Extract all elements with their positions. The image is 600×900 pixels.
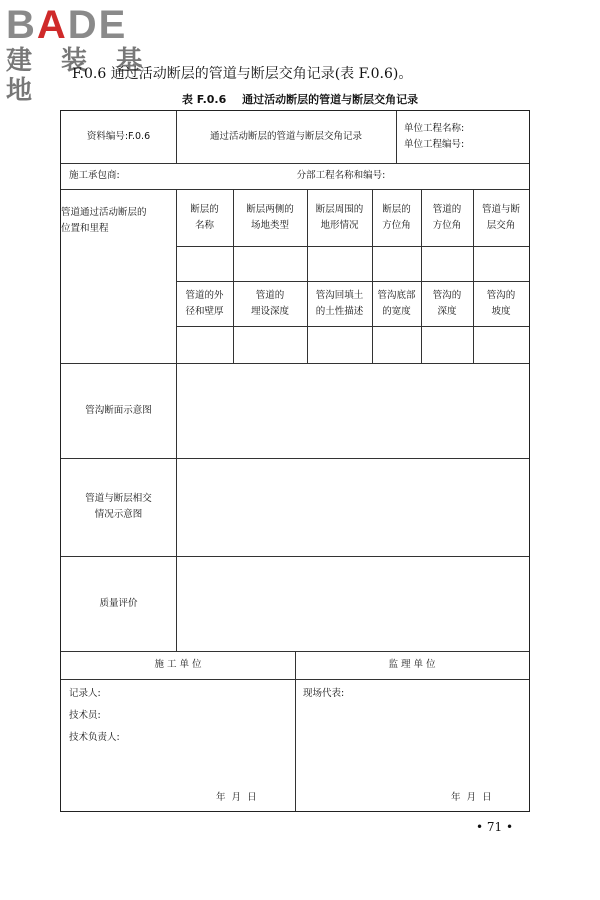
- unit-project-block: [396, 111, 529, 163]
- unit-project-no-label: 单位工程编号:: [404, 139, 465, 150]
- technician-label: 技术员:: [69, 710, 101, 721]
- header-fault-name: [176, 189, 233, 246]
- header-line: 名称: [194, 219, 214, 231]
- supervision-unit-label: 监 理 单 位: [388, 659, 436, 670]
- section-heading: F.0.6 通过活动断层的管道与断层交角记录(表 F.0.6)。: [72, 66, 413, 82]
- header-line: 管道与断: [481, 203, 520, 215]
- construction-unit-label: 施 工 单 位: [154, 659, 202, 670]
- header-line: 断层两侧的: [246, 203, 294, 215]
- label-line: 管道与断层相交: [85, 493, 152, 504]
- header-pipe-azimuth: [421, 189, 473, 246]
- header-line: 地形情况: [320, 219, 359, 231]
- header-line: 深度: [437, 305, 457, 317]
- construction-signers: [69, 683, 120, 749]
- header-line: 场地类型: [250, 219, 289, 231]
- table-caption: [0, 91, 600, 107]
- intersection-sketch-label: [61, 458, 176, 556]
- subproject-label: 分部工程名称和编号:: [296, 170, 386, 181]
- unit-project-name-label: 单位工程名称:: [404, 123, 465, 134]
- header-line: 管沟底部: [377, 289, 416, 301]
- header-backfill-soil: [307, 281, 372, 326]
- header-line: 的宽度: [382, 305, 411, 317]
- header-trench-slope: [473, 281, 529, 326]
- header-burial-depth: [233, 281, 307, 326]
- header-line: 的土性描述: [315, 305, 364, 317]
- date-left: 年 月 日: [216, 792, 257, 803]
- header-line: 管沟回填土: [315, 289, 364, 301]
- page-number: • 71 •: [476, 820, 514, 834]
- record-title: 通过活动断层的管道与断层交角记录: [209, 131, 362, 142]
- header-trench-width: [372, 281, 421, 326]
- quality-eval-label: 质量评价: [99, 597, 138, 609]
- header-line: 坡度: [491, 305, 511, 317]
- header-line: 断层周围的: [315, 203, 364, 215]
- header-fault-azimuth: [372, 189, 421, 246]
- location-header-line1: 管道通过活动断层的: [61, 206, 147, 218]
- header-pipe-diameter: [176, 281, 233, 326]
- header-terrain: [307, 189, 372, 246]
- recorder-label: 记录人:: [69, 688, 101, 699]
- header-line: 层交角: [486, 219, 516, 231]
- header-line: 管沟的: [486, 289, 516, 301]
- label-line: 情况示意图: [94, 509, 143, 520]
- header-line: 管道的外: [185, 289, 224, 301]
- header-site-type: [233, 189, 307, 246]
- header-line: 管道的: [255, 289, 285, 301]
- site-rep-label: 现场代表:: [303, 688, 345, 699]
- header-line: 方位角: [382, 219, 411, 231]
- header-intersection-angle: [473, 189, 529, 246]
- trench-section-label: 管沟断面示意图: [85, 404, 152, 416]
- col-divider: [176, 189, 177, 651]
- tech-lead-label: 技术负责人:: [69, 732, 120, 743]
- header-line: 管沟的: [432, 289, 462, 301]
- header-line: 径和壁厚: [185, 305, 224, 317]
- row-divider: [176, 326, 529, 327]
- record-form: [60, 110, 530, 812]
- doc-number: 资料编号:F.0.6: [86, 131, 151, 142]
- header-line: 埋设深度: [250, 305, 289, 317]
- logo-subtitle: 建 装 基 地: [6, 46, 153, 106]
- location-header: [61, 189, 176, 246]
- table-number: 表 F.0.6: [181, 93, 227, 106]
- supervision-signers: [303, 683, 344, 705]
- date-right: 年 月 日: [451, 792, 492, 803]
- location-header-line2: 位置和里程: [61, 222, 109, 234]
- header-line: 断层的: [382, 203, 411, 215]
- table-title: 通过活动断层的管道与断层交角记录: [242, 93, 419, 106]
- header-line: 方位角: [432, 219, 462, 231]
- row-divider: [176, 246, 529, 247]
- header-line: 断层的: [190, 203, 219, 215]
- contractor-label: 施工承包商:: [69, 170, 120, 181]
- logo-brand: BADE: [6, 3, 128, 47]
- header-line: 管道的: [432, 203, 462, 215]
- header-trench-depth: [421, 281, 473, 326]
